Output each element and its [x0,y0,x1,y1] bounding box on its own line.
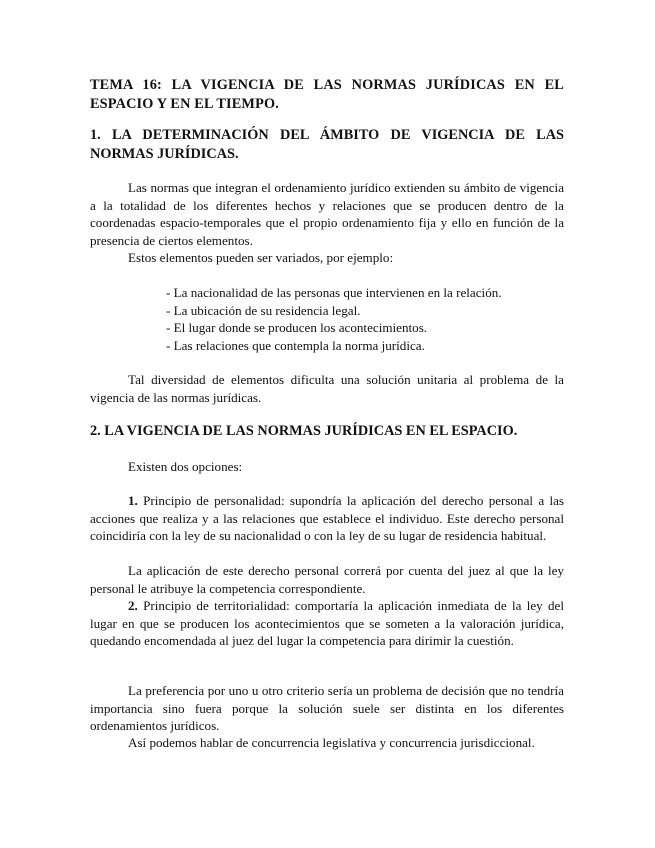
section-2-heading: 2. LA VIGENCIA DE LAS NORMAS JURÍDICAS EN EL ESPACIO. [90,423,518,439]
section-1-heading: 1. LA DETERMINACIÓN DEL ÁMBITO DE VIGENCIA DE LAS NORMAS JURÍDICAS. [90,127,564,162]
section-2-paragraph-6: Así podemos hablar de concurrencia legislativa y concurrencia jurisdiccional. [128,735,535,750]
list-item: - La nacionalidad de las personas que intervienen en la relación. [166,285,502,300]
principle-text: Principio de territorialidad: comportaría la aplicación inmediata de la ley del lugar en que se producen los acontecimientos que se someten a la valoración jurídica, quedando encomendada al juez del lugar la competencia para dirimir la cuestión. [90,598,564,649]
list-item: - El lugar donde se producen los acontecimientos. [166,320,428,336]
list-item: - Las relaciones que contempla la norma jurídica. [166,337,425,353]
section-2-paragraph-5: La preferencia por uno u otro criterio sería un problema de decisión que no tendría importancia sino fuera porque la solución suele ser distinta en los diferentes ordenamientos jurídicos. [90,683,564,734]
elements-list [166,284,566,354]
principle-number: 1. [128,493,138,508]
principle-number: 2. [128,598,138,613]
section-2-paragraph-1: Existen dos opciones: [128,459,243,474]
section-2-paragraph-2 [90,492,564,545]
list-item: - La ubicación de su residencia legal. [166,302,361,318]
section-1-paragraph-2: Estos elementos pueden ser variados, por ejemplo: [128,250,394,265]
section-2-paragraph-4 [90,597,564,650]
section-1-paragraph-3: Tal diversidad de elementos dificulta una solución unitaria al problema de la vigencia de las normas jurídicas. [90,372,564,405]
principle-text: Principio de personalidad: supondría la aplicación del derecho personal a las acciones que realiza y a las relaciones que establece el individuo. Este derecho personal coincidiría con la ley de su nacionalidad o con la ley de su lugar de residencia habitual. [90,493,564,544]
section-1-paragraph-1: Las normas que integran el ordenamiento jurídico extienden su ámbito de vigencia a la totalidad de los diferentes hechos y relaciones que se producen dentro de la coordenadas espacio-temporales que el propio ordenamiento fija y ello en función de la presencia de ciertos elementos. [90,180,564,248]
section-2-paragraph-3: La aplicación de este derecho personal correrá por cuenta del juez al que la ley personal le atribuye la competencia correspondiente. [90,563,564,596]
document-title: TEMA 16: LA VIGENCIA DE LAS NORMAS JURÍDICAS EN EL ESPACIO Y EN EL TIEMPO. [90,77,564,112]
